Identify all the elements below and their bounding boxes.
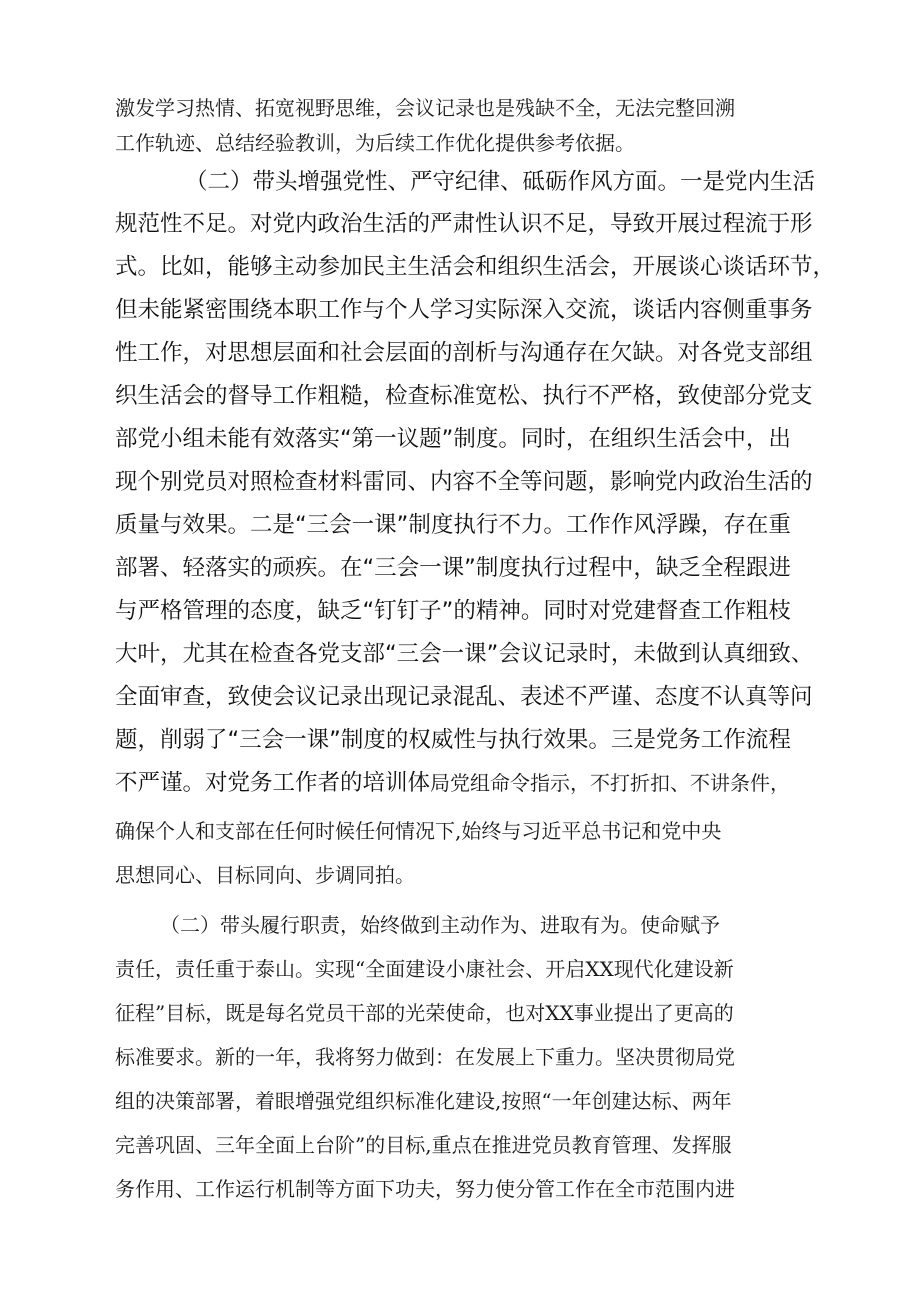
- text-line: 部署、轻落实的顽疾。在“三会一课”制度执行过程中，缺乏全程跟进: [115, 555, 791, 581]
- text-line: 大叶，尤其在检查各党支部“三会一课”会议记录时，未做到认真细致、: [115, 641, 814, 667]
- text-line: 责任，责任重于泰山。实现“全面建设小康社会、开启XX现代化建设新: [115, 957, 734, 981]
- text-line: 思想同心、目标同向、步调同拍。: [115, 863, 415, 887]
- text-line: 与严格管理的态度，缺乏“钉钉子”的精神。同时对党建督查工作粗枝: [115, 598, 791, 624]
- mixed-text-line: [115, 765, 790, 797]
- text-line: 组的决策部署，着眼增强党组织标准化建设,按照“一年创建达标、两年: [115, 1089, 732, 1113]
- text-line: 现个别党员对照检查材料雷同、内容不全等问题，影响党内政治生活的: [115, 469, 813, 495]
- text-line: 式。比如，能够主动参加民主生活会和组织生活会，开展谈心谈话环节，: [115, 254, 836, 280]
- text-line: 工作轨迹、总结经验教训，为后续工作优化提供参考依据。: [115, 131, 635, 155]
- text-line: 性工作，对思想层面和社会层面的剖析与沟通存在欠缺。对各党支部组: [115, 340, 813, 366]
- text-line: 织生活会的督导工作粗糙，检查标准宽松、执行不严格，致使部分党支: [115, 383, 813, 409]
- text-line: 规范性不足。对党内政治生活的严肃性认识不足，导致开展过程流于形: [115, 211, 813, 237]
- text-line: 务作用、工作运行机制等方面下功夫，努力使分管工作在全市范围内进: [115, 1177, 735, 1201]
- text-line: 确保个人和支部在任何时候任何情况下,始终与习近平总书记和党中央: [115, 819, 722, 843]
- text-line: 全面审查，致使会议记录出现记录混乱、表述不严谨、态度不认真等问: [115, 684, 813, 710]
- text-line: 部党小组未能有效落实“第一议题”制度。同时，在组织生活会中，出: [115, 426, 791, 452]
- text-line: 完善巩固、三年全面上台阶”的目标,重点在推进党员教育管理、发挥服: [115, 1133, 732, 1157]
- text-line: 但未能紧密围绕本职工作与个人学习实际深入交流，谈话内容侧重事务: [115, 297, 813, 323]
- section-heading-line: （二）带头增强党性、严守纪律、砥砺作风方面。一是党内生活: [185, 169, 816, 195]
- text-line: 题，削弱了“三会一课”制度的权威性与执行效果。三是党务工作流程: [115, 727, 791, 753]
- text-segment: 不严谨。对党务工作者的培训体: [115, 770, 431, 796]
- section-heading-line: （二）带头履行职责，始终做到主动作为、进取有为。使命赋予: [160, 913, 720, 937]
- text-line: 标准要求。新的一年，我将努力做到：在发展上下重力。坚决贯彻局党: [115, 1045, 735, 1069]
- text-line: 质量与效果。二是“三会一课”制度执行不力。工作作风浮躁，存在重: [115, 512, 791, 538]
- text-line: 激发学习热情、拓宽视野思维，会议记录也是残缺不全，无法完整回溯: [115, 96, 735, 120]
- text-segment: 局党组命令指示，不打折扣、不讲条件，: [430, 771, 791, 795]
- text-line: 征程”目标，既是每名党员干部的光荣使命，也对XX事业提出了更高的: [115, 1001, 734, 1025]
